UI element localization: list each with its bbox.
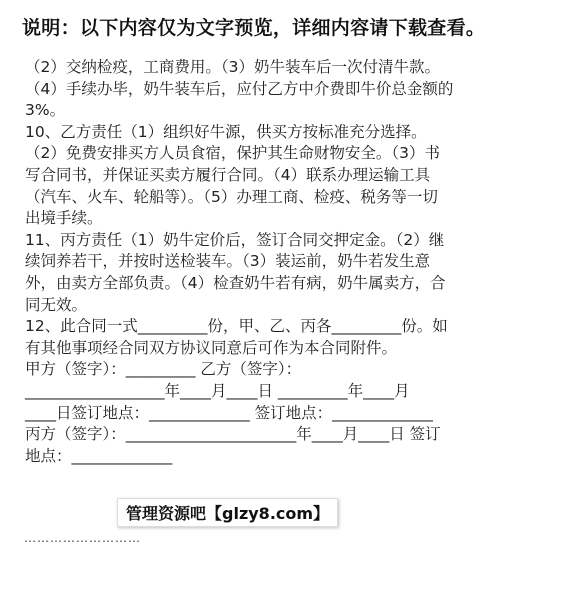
ellipsis-dots: ……………………… [24, 531, 141, 545]
text-line: __________________年____月____日 _________年____月 [25, 381, 410, 400]
text-line: 10、乙方责任（1）组织好牛源，供买方按标准充分选择。 [25, 122, 427, 141]
preview-notice: 说明：以下内容仅为文字预览，详细内容请下载查看。 [22, 17, 486, 39]
text-line: 甲方（签字）：_________ 乙方（签字）： [25, 360, 302, 379]
text-line: 丙方（签字）：______________________年____月____日 签订 [25, 425, 441, 444]
contract-body [25, 57, 555, 467]
text-line: ____日签订地点：_____________ 签订地点：_____________ [25, 403, 433, 422]
text-line: （汽车、火车、轮船等）。（5）办理工商、检疫、税务等一切 [25, 187, 438, 206]
text-line: 3%。 [25, 101, 66, 120]
text-line: 同无效。 [25, 295, 88, 314]
text-line: 11、丙方责任（1）奶牛定价后，签订合同交押定金。（2）继 [25, 230, 445, 249]
text-line: （4）手续办毕，奶牛装车后，应付乙方中介费即牛价总金额的 [25, 79, 454, 98]
text-line: 12、此合同一式_________份，甲、乙、丙各_________份。如 [25, 317, 448, 336]
text-line: 出境手续。 [25, 209, 103, 228]
watermark-banner: 管理资源吧【glzy8.com】 [117, 498, 338, 527]
text-line: 写合同书，并保证买卖方履行合同。（4）联系办理运输工具 [25, 165, 431, 184]
text-line: 地点：_____________ [25, 446, 173, 465]
text-line: 续饲养若干，并按时送检装车。（3）装运前，奶牛若发生意 [25, 252, 431, 271]
text-line: （2）交纳检疫，工商费用。（3）奶牛装车后一次付清牛款。 [25, 58, 440, 76]
text-line: 有其他事项经合同双方协议同意后可作为本合同附件。 [25, 338, 398, 357]
text-line: 外，由卖方全部负责。（4）检查奶牛若有病，奶牛属卖方，合 [25, 273, 446, 292]
text-line: （2）免费安排买方人员食宿，保护其生命财物安全。（3）书 [25, 144, 440, 163]
